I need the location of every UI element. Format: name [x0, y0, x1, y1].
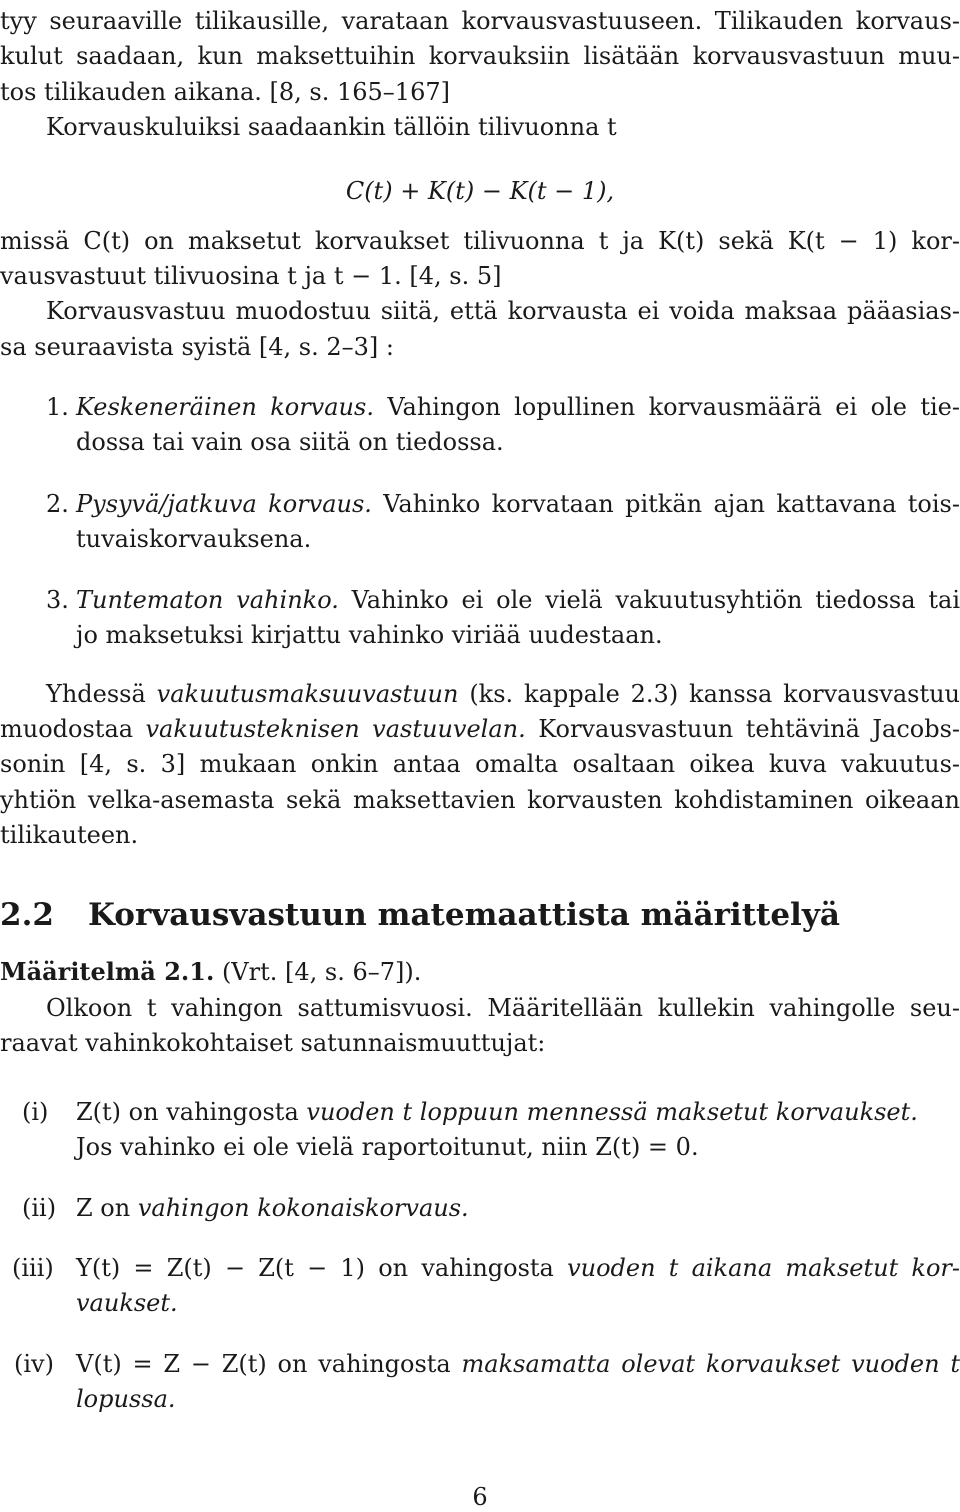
text-run-italic: maksamatta olevat korvaukset vuoden t	[461, 1350, 960, 1378]
paragraph-line: kulut saadaan, kun maksettuihin korvauksiin lisätään korvausvastuun muu-	[0, 42, 960, 70]
list-text-cont: tuvaiskorvauksena.	[76, 525, 312, 553]
term-vakuutusmaksuvastuu: vakuutusmaksuuvastuun	[156, 680, 459, 708]
text-run: V(t) = Z − Z(t) on vahingosta	[76, 1350, 462, 1378]
definition-line: raavat vahinkokohtaiset satunnaismuuttujat:	[0, 1029, 546, 1057]
text-run: Korvausvastuun tehtävinä Jacobs-	[525, 715, 960, 743]
list-term: Pysyvä/jatkuva korvaus.	[76, 490, 372, 518]
paragraph-line	[0, 714, 960, 744]
paragraph-line: missä C(t) on maksetut korvaukset tilivuonna t ja K(t) sekä K(t − 1) kor-	[0, 227, 960, 255]
paragraph-intro: Korvauskuluiksi saadaankin tällöin tilivuonna t	[46, 113, 617, 141]
item-label: (ii)	[22, 1194, 57, 1222]
list-term: Tuntematon vahinko.	[76, 586, 339, 614]
item-label: (iii)	[12, 1254, 54, 1282]
text-run: muodostaa	[0, 715, 146, 743]
list-desc: Vahinko korvataan pitkän ajan kattavana tois-	[371, 490, 960, 518]
item-text-cont: lopussa.	[76, 1385, 176, 1413]
item-text	[76, 1097, 918, 1127]
list-number: 2.	[46, 490, 69, 518]
section-title: Korvausvastuun matemaattista määrittelyä	[88, 897, 840, 933]
paragraph-line	[46, 679, 960, 709]
item-label: (i)	[22, 1098, 49, 1126]
item-text-cont: vaukset.	[76, 1289, 178, 1317]
definition-ref: (Vrt. [4, s. 6–7]).	[214, 958, 422, 986]
list-text	[76, 585, 960, 615]
list-text-cont: dossa tai vain osa siitä on tiedossa.	[76, 428, 504, 456]
text-run: Z(t) on vahingosta	[76, 1098, 307, 1126]
item-text-cont: Jos vahinko ei ole vielä raportoitunut, niin Z(t) = 0.	[76, 1133, 699, 1161]
paragraph-line: Korvausvastuu muodostuu siitä, että korvausta ei voida maksaa pääasias-	[46, 297, 960, 325]
text-run-italic: vahingon kokonaiskorvaus.	[137, 1194, 469, 1222]
item-text	[76, 1193, 469, 1223]
definition-heading	[0, 957, 421, 987]
definition-line: Olkoon t vahingon sattumisvuosi. Määritellään kullekin vahingolle seu-	[46, 994, 960, 1022]
paragraph-line: sonin [4, s. 3] mukaan onkin antaa omalta osaltaan oikea kuva vakuutus-	[0, 750, 960, 778]
list-text-cont: jo maksetuksi kirjattu vahinko viriää uudestaan.	[76, 621, 663, 649]
text-run: Yhdessä	[46, 680, 157, 708]
section-number: 2.2	[0, 897, 54, 933]
item-text	[76, 1253, 960, 1283]
page-number: 6	[472, 1483, 488, 1511]
paragraph-line: vausvastuut tilivuosina t ja t − 1. [4, s. 5]	[0, 262, 502, 290]
paragraph-line: yhtiön velka-asemasta sekä maksettavien korvausten kohdistaminen oikeaan	[0, 786, 960, 814]
paragraph-line: tos tilikauden aikana. [8, s. 165–167]	[0, 78, 450, 106]
list-desc: Vahinko ei ole vielä vakuutusyhtiön tiedossa tai	[338, 586, 960, 614]
list-desc: Vahingon lopullinen korvausmäärä ei ole tie-	[373, 393, 960, 421]
list-text	[76, 489, 960, 519]
paragraph-line: tilikauteen.	[0, 821, 139, 849]
definition-label: Määritelmä 2.1.	[0, 957, 215, 986]
item-text	[76, 1349, 960, 1379]
text-run-italic: vuoden t loppuun mennessä maksetut korvaukset.	[306, 1098, 918, 1126]
equation: C(t) + K(t) − K(t − 1),	[345, 177, 615, 205]
text-run-italic: vuoden t aikana maksetut kor-	[567, 1254, 960, 1282]
paragraph-line: tyy seuraaville tilikausille, varataan korvausvastuuseen. Tilikauden korvaus-	[0, 7, 960, 35]
list-number: 3.	[46, 586, 69, 614]
list-term: Keskeneräinen korvaus.	[76, 393, 374, 421]
item-label: (iv)	[14, 1350, 54, 1378]
text-run: Y(t) = Z(t) − Z(t − 1) on vahingosta	[76, 1254, 568, 1282]
list-number: 1.	[46, 393, 69, 421]
section-heading	[0, 895, 840, 935]
term-vastuuvelka: vakuutusteknisen vastuuvelan.	[145, 715, 526, 743]
text-run: Z on	[76, 1194, 138, 1222]
list-text	[76, 392, 960, 422]
text-run: (ks. kappale 2.3) kanssa korvausvastuu	[458, 680, 960, 708]
paragraph-line: sa seuraavista syistä [4, s. 2–3] :	[0, 333, 394, 361]
